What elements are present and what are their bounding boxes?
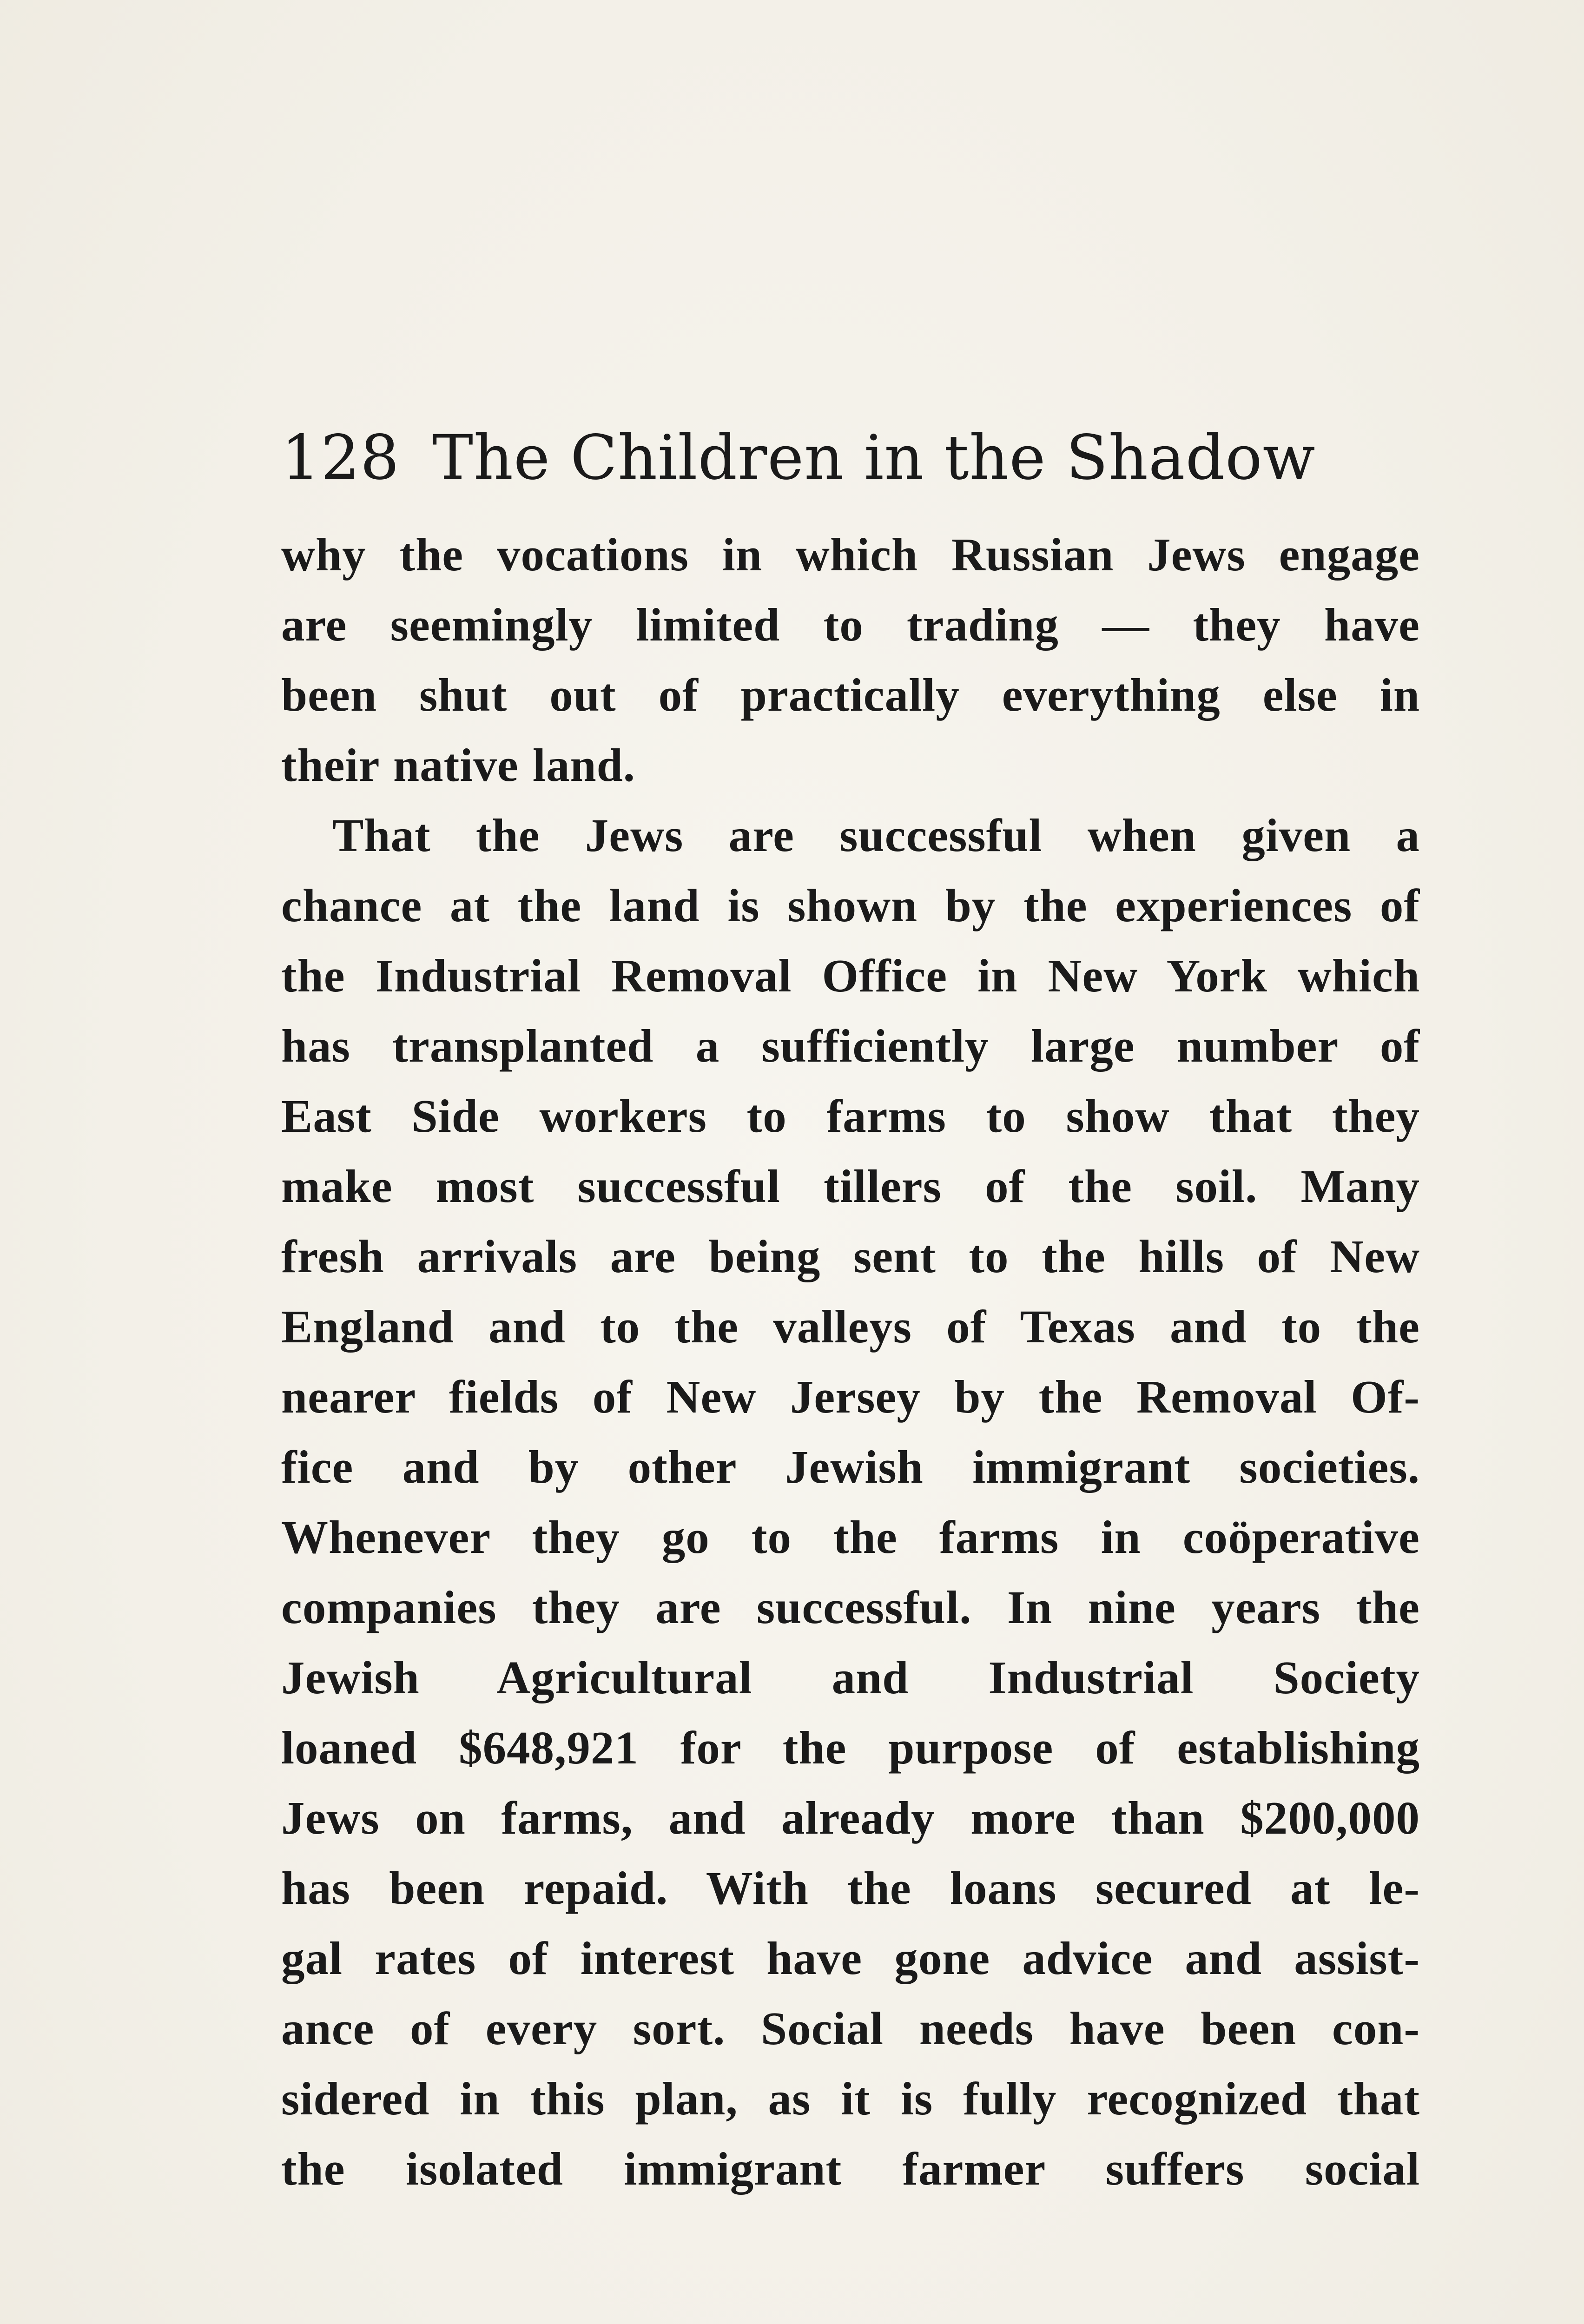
text-line: has been repaid. With the loans secured at le- (281, 1862, 1420, 1914)
text-line: Whenever they go to the farms in coöperative (281, 1511, 1420, 1563)
text-line: nearer fields of New Jersey by the Removal Of- (281, 1371, 1420, 1423)
text-line: the isolated immigrant farmer suffers social (281, 2143, 1420, 2195)
text-line: sidered in this plan, as it is fully recognized that (281, 2073, 1420, 2125)
text-line: make most successful tillers of the soil. Many (281, 1160, 1420, 1212)
text-line: loaned $648,921 for the purpose of establishing (281, 1722, 1420, 1774)
text-line: companies they are successful. In nine years the (281, 1581, 1420, 1633)
text-line: Jewish Agricultural and Industrial Society (281, 1651, 1420, 1703)
text-line: has transplanted a sufficiently large number of (281, 1020, 1420, 1072)
text-line: ance of every sort. Social needs have been con- (281, 2002, 1420, 2054)
text-line: the Industrial Removal Office in New York which (281, 950, 1420, 1002)
text-line: gal rates of interest have gone advice and assist- (281, 1932, 1420, 1984)
text-line: been shut out of practically everything else in (281, 669, 1420, 721)
text-line: East Side workers to farms to show that they (281, 1090, 1420, 1142)
text-line: England and to the valleys of Texas and to the (281, 1301, 1420, 1353)
running-head (281, 421, 1316, 495)
body-text (281, 520, 1420, 2204)
text-line: why the vocations in which Russian Jews engage (281, 528, 1420, 581)
text-line: fresh arrivals are being sent to the hills of New (281, 1230, 1420, 1282)
running-title: The Children in the Shadow (432, 422, 1316, 494)
text-line: are seemingly limited to trading — they have (281, 599, 1420, 651)
page-number: 128 (281, 422, 400, 494)
text-line: That the Jews are successful when given a (332, 809, 1420, 861)
text-line: their native land. (281, 739, 636, 791)
text-line: chance at the land is shown by the experiences of (281, 879, 1420, 931)
text-line: Jews on farms, and already more than $200,000 (281, 1792, 1420, 1844)
text-line: fice and by other Jewish immigrant societies. (281, 1441, 1420, 1493)
